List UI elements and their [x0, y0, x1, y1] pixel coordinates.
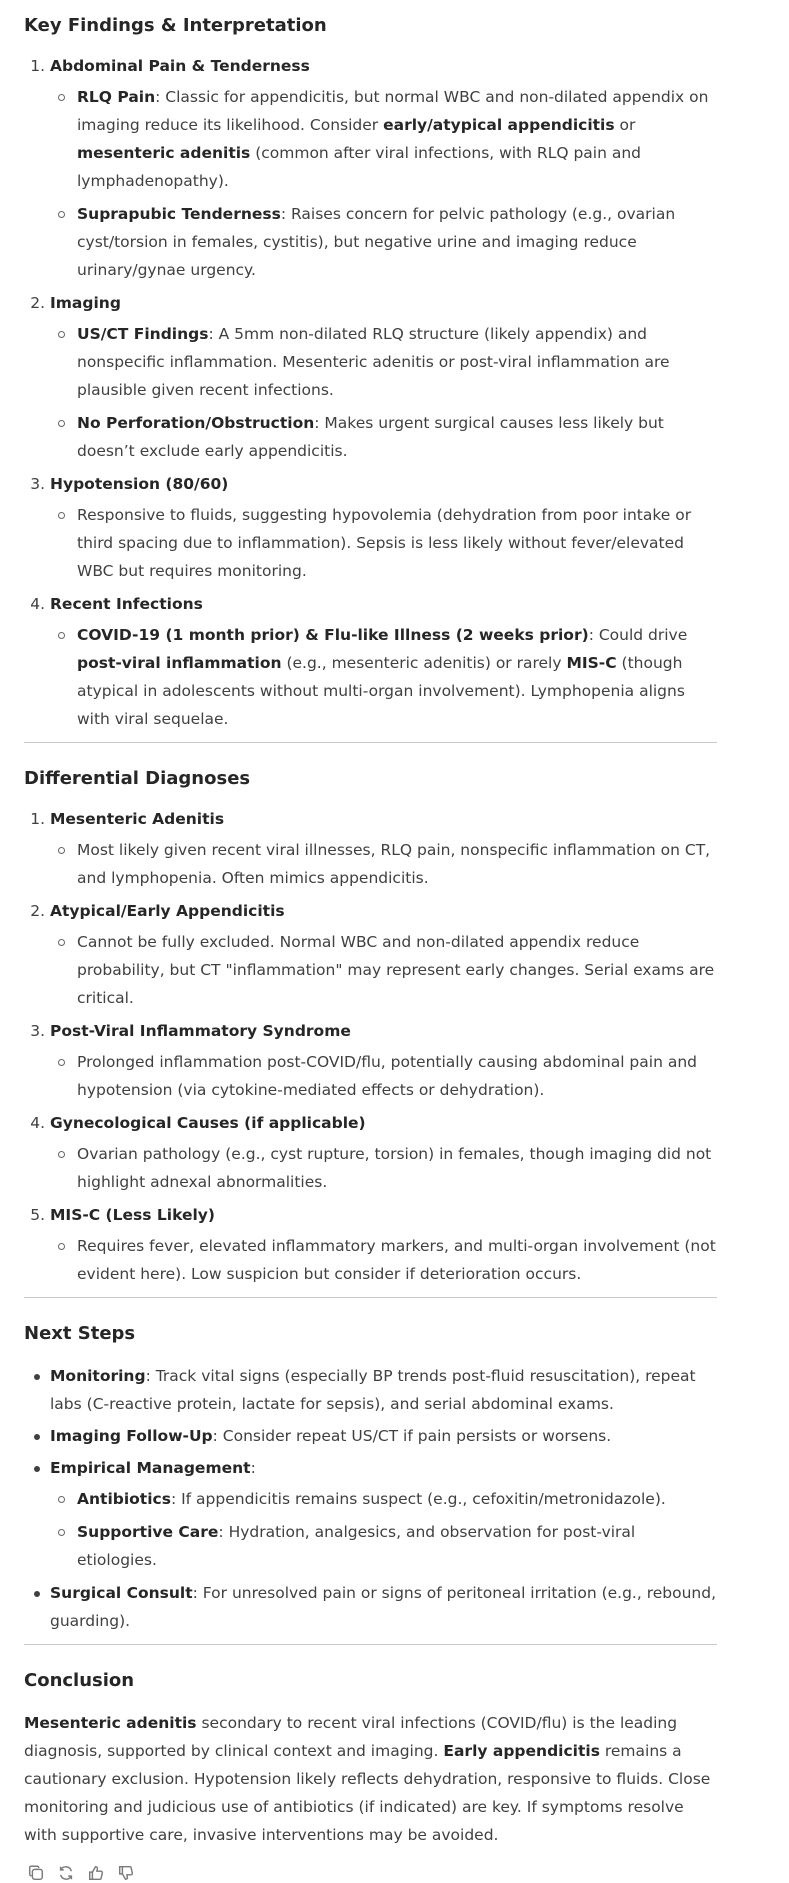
list-item: Monitoring: Track vital signs (especially BP trends post-fluid resuscitation), repeat labs (C-reactive protein, lactate for sepsis), and serial abdominal exams. [50, 1362, 717, 1418]
sub-list-item: Supportive Care: Hydration, analgesics, and observation for post-viral etiologies. [77, 1518, 717, 1574]
list-item: 3. Hypotension (80/60) Responsive to fluids, suggesting hypovolemia (dehydration from poor intake or third spacing due to inflammation). Sepsis is less likely without fever/elevated WBC but requires monitoring. [50, 470, 717, 585]
sub-list-item: Most likely given recent viral illnesses, RLQ pain, nonspecific inflammation on CT, and lymphopenia. Often mimics appendicitis. [77, 836, 717, 892]
list-item: 2. Imaging US/CT Findings: A 5mm non-dilated RLQ structure (likely appendix) and nonspecific inflammation. Mesenteric adenitis or post-viral inflammation are plausible given recent infections. No Perforation/Obstruction: Makes urgent surgical causes less likely but doesn’t exclude early appendicitis. [50, 289, 717, 465]
divider [24, 1297, 717, 1298]
next-steps-list [24, 1362, 717, 1635]
list-item: 4. Gynecological Causes (if applicable) Ovarian pathology (e.g., cyst rupture, torsion) in females, though imaging did not highlight adnexal abnormalities. [50, 1109, 717, 1196]
sub-list-item: COVID-19 (1 month prior) & Flu-like Illness (2 weeks prior): Could drive post-viral inflammation (e.g., mesenteric adenitis) or rarely MIS-C (though atypical in adolescents without multi-organ involvement). Lymphopenia aligns with viral sequelae. [77, 621, 717, 733]
sub-list-item: Suprapubic Tenderness: Raises concern for pelvic pathology (e.g., ovarian cyst/torsion in females, cystitis), but negative urine and imaging reduce urinary/gynae urgency. [77, 200, 717, 284]
sub-list-item: Cannot be fully excluded. Normal WBC and non-dilated appendix reduce probability, but CT "inflammation" may represent early changes. Serial exams are critical. [77, 928, 717, 1012]
thumbs-up-icon[interactable] [86, 1863, 106, 1883]
list-item: Imaging Follow-Up: Consider repeat US/CT if pain persists or worsens. [50, 1422, 717, 1450]
sub-list-item: Responsive to fluids, suggesting hypovolemia (dehydration from poor intake or third spacing due to inflammation). Sepsis is less likely without fever/elevated WBC but requires monitoring. [77, 501, 717, 585]
list-item: 5. MIS-C (Less Likely) Requires fever, elevated inflammatory markers, and multi-organ involvement (not evident here). Low suspicion but consider if deterioration occurs. [50, 1201, 717, 1288]
conclusion-section [24, 1659, 717, 1849]
sub-list-item: US/CT Findings: A 5mm non-dilated RLQ structure (likely appendix) and nonspecific inflammation. Mesenteric adenitis or post-viral inflammation are plausible given recent infections. [77, 320, 717, 404]
section-heading-next-steps: Next Steps [24, 1323, 136, 1344]
sub-list-item: Ovarian pathology (e.g., cyst rupture, torsion) in females, though imaging did not highlight adnexal abnormalities. [77, 1140, 717, 1196]
list-item: 3. Post-Viral Inflammatory Syndrome Prolonged inflammation post-COVID/flu, potentially causing abdominal pain and hypotension (via cytokine-mediated effects or dehydration). [50, 1017, 717, 1104]
differential-section [24, 757, 717, 1288]
key-findings-section [24, 4, 717, 733]
regenerate-icon[interactable] [56, 1863, 76, 1883]
divider [24, 742, 717, 743]
list-item: 1. Mesenteric Adenitis Most likely given recent viral illnesses, RLQ pain, nonspecific inflammation on CT, and lymphopenia. Often mimics appendicitis. [50, 805, 717, 892]
list-item: 2. Atypical/Early Appendicitis Cannot be fully excluded. Normal WBC and non-dilated appendix reduce probability, but CT "inflammation" may represent early changes. Serial exams are critical. [50, 897, 717, 1012]
sub-list-item: No Perforation/Obstruction: Makes urgent surgical causes less likely but doesn’t exclude early appendicitis. [77, 409, 717, 465]
sub-list-item: Antibiotics: If appendicitis remains suspect (e.g., cefoxitin/metronidazole). [77, 1485, 717, 1513]
thumbs-down-icon[interactable] [116, 1863, 136, 1883]
list-item: 1. Abdominal Pain & Tenderness RLQ Pain: Classic for appendicitis, but normal WBC and non-dilated appendix on imaging reduce its likelihood. Consider early/atypical appendicitis or mesenteric adenitis (common after viral infections, with RLQ pain and lymphadenopathy). Suprapubic Tenderness: Raises concern for pelvic pathology (e.g., ovarian cyst/torsion in females, cystitis), but negative urine and imaging reduce urinary/gynae urgency. [50, 52, 717, 284]
key-findings-list [24, 52, 717, 733]
sub-list-item: Prolonged inflammation post-COVID/flu, potentially causing abdominal pain and hypotension (via cytokine-mediated effects or dehydration). [77, 1048, 717, 1104]
differential-list [24, 805, 717, 1288]
section-heading-differential: Differential Diagnoses [24, 768, 251, 789]
next-steps-section [24, 1312, 717, 1635]
section-heading-key-findings: Key Findings & Interpretation [24, 15, 327, 36]
list-item: Surgical Consult: For unresolved pain or signs of peritoneal irritation (e.g., rebound, guarding). [50, 1579, 717, 1635]
sub-list-item: Requires fever, elevated inflammatory markers, and multi-organ involvement (not evident here). Low suspicion but consider if deterioration occurs. [77, 1232, 717, 1288]
copy-icon[interactable] [26, 1863, 46, 1883]
list-item: 4. Recent Infections COVID-19 (1 month prior) & Flu-like Illness (2 weeks prior): Could drive post-viral inflammation (e.g., mesenteric adenitis) or rarely MIS-C (though atypical in adolescents without multi-organ involvement). Lymphopenia aligns with viral sequelae. [50, 590, 717, 733]
sub-list-item: RLQ Pain: Classic for appendicitis, but normal WBC and non-dilated appendix on imaging reduce its likelihood. Consider early/atypical appendicitis or mesenteric adenitis (common after viral infections, with RLQ pain and lymphadenopathy). [77, 83, 717, 195]
list-item: Empirical Management: Antibiotics: If appendicitis remains suspect (e.g., cefoxitin/metronidazole). Supportive Care: Hydration, analgesics, and observation for post-viral etiologies. [50, 1454, 717, 1574]
message-actions [24, 1863, 717, 1883]
section-heading-conclusion: Conclusion [24, 1670, 135, 1691]
divider [24, 1644, 717, 1645]
conclusion-paragraph: Mesenteric adenitis secondary to recent viral infections (COVID/flu) is the leading diagnosis, supported by clinical context and imaging. Early appendicitis remains a cautionary exclusion. Hypotension likely reflects dehydration, responsive to fluids. Close monitoring and judicious use of antibiotics (if indicated) are key. If symptoms resolve with supportive care, invasive interventions may be avoided. [24, 1714, 711, 1844]
